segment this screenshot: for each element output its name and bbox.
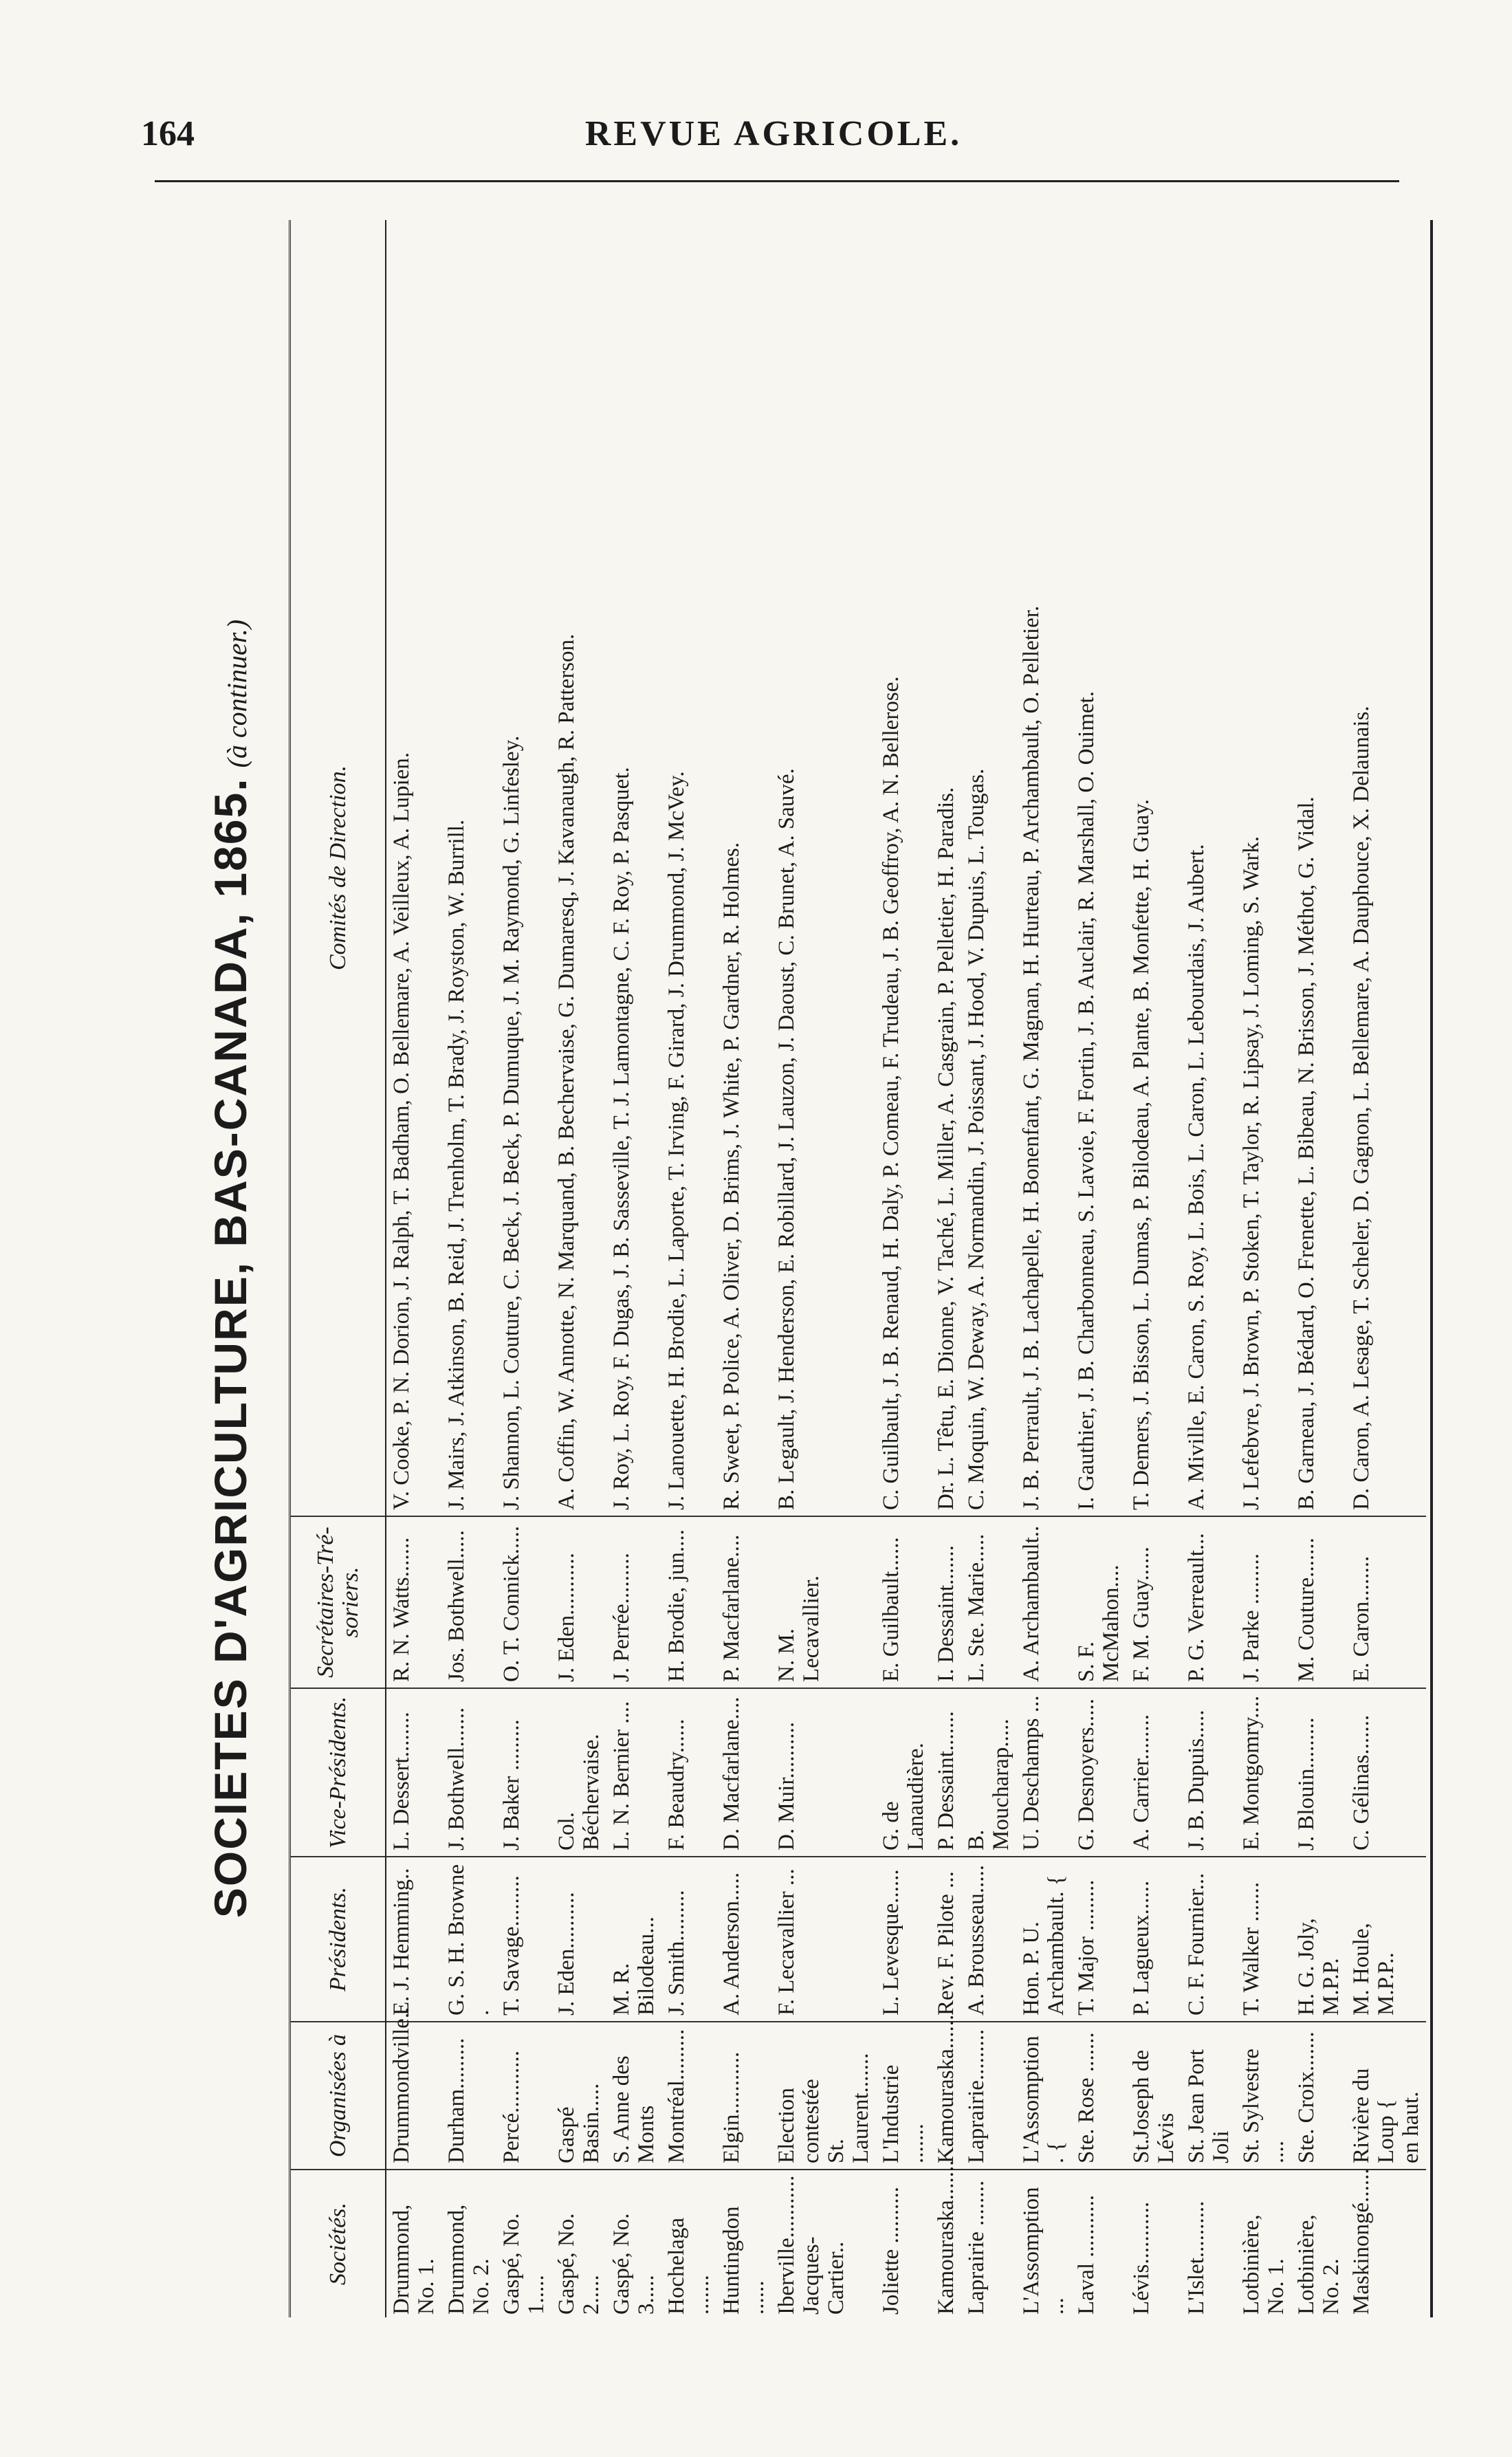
president-cell: Rev. F. Pilote ... (931, 1857, 961, 2022)
secretaire-cell: J. Perrée......... (606, 1516, 661, 1688)
vice-president-cell: Col. Béchervaise. (551, 1688, 606, 1857)
header-rule (155, 180, 1399, 182)
societe-cell: Lotbinière, No. 2. (1294, 2214, 1344, 2315)
secretaire-cell: S. F. McMahon.... (1071, 1516, 1126, 1688)
secretaire-cell: M. Couture....... (1291, 1516, 1346, 1688)
comites-cell: C. Moquin, W. Deway, A. Normandin, J. Poissant, J. Hood, V. Dupuis, L. Tougas. (961, 220, 1016, 1516)
vice-president-cell: E. Montgomry.... (1236, 1688, 1291, 1857)
secretaire-cell: N. M. Lecavallier. (771, 1516, 876, 1688)
comites-cell: Dr. L. Têtu, E. Dionne, V. Taché, L. Miller, A. Casgrain, P. Pelletier, H. Paradis. (931, 220, 961, 1516)
organisee-cell: Election contestée St. Laurent....... (771, 2022, 876, 2170)
running-head (141, 113, 1406, 162)
secretaire-cell: E. Caron........ (1346, 1516, 1426, 1688)
secretaire-cell: P. G. Verreault... (1181, 1516, 1236, 1688)
comites-cell: I. Gauthier, J. B. Charbonneau, S. Lavoie, F. Fortin, J. B. Auclair, R. Marshall, O. Ouimet. (1071, 220, 1126, 1516)
president-cell: T. Major ......... (1071, 1857, 1126, 2022)
vice-president-cell: B. Moucharap..... (961, 1688, 1016, 1857)
col-header-organisees: Organisées à (290, 2022, 386, 2170)
comites-cell: J. Shannon, L. Couture, C. Beck, J. Beck, P. Dumuque, J. M. Raymond, G. Linfesley. (496, 220, 551, 1516)
table-row (1071, 220, 1126, 2317)
organisee-cell: Elgin........... (716, 2022, 771, 2170)
vice-president-cell: L. N. Bernier .... (606, 1688, 661, 1857)
header-row (290, 220, 386, 2317)
table-row (551, 220, 606, 2317)
comites-cell: B. Legault, J. Henderson, E. Robillard, J. Lauzon, J. Daoust, C. Brunet, A. Sauvé. (771, 220, 876, 1516)
vice-president-cell: G. Desnoyers..... (1071, 1688, 1126, 1857)
secretaire-cell: Jos. Bothwell..... (441, 1516, 496, 1688)
societies-table (289, 220, 1426, 2317)
organisee-cell: St. Sylvestre .... (1236, 2022, 1291, 2170)
societe-cell: Kamouraska....... (934, 2160, 958, 2315)
organisee-cell: Laprairie......... (961, 2022, 1016, 2170)
table-row (931, 220, 961, 2317)
societe-cell: Huntingdon ...... (719, 2206, 769, 2315)
col-header-vice-presidents: Vice-Présidents. (290, 1688, 386, 1857)
organisee-cell: Kamouraska....... (931, 2022, 961, 2170)
bottom-rule (1430, 220, 1433, 2317)
vice-president-cell: D. Macfarlane.... (716, 1688, 771, 1857)
journal-title: REVUE AGRICOLE. (584, 114, 963, 153)
page-number: 164 (141, 114, 195, 153)
president-cell: T. Walker ....... (1236, 1857, 1291, 2022)
organisee-cell: Durham......... (441, 2022, 496, 2170)
organisee-cell: Montréal......... (661, 2022, 716, 2170)
societe-cell: L'Islet.......... (1184, 2201, 1209, 2315)
comites-cell: J. Roy, L. Roy, F. Dugas, J. B. Sasseville, T. J. Lamontagne, C. F. Roy, P. Pasquet. (606, 220, 661, 1516)
organisee-cell: Percé........... (496, 2022, 551, 2170)
table-row (1126, 220, 1181, 2317)
societe-cell: Lévis........... (1129, 2201, 1154, 2315)
secretaire-cell: R. N. Watts....... (386, 1516, 441, 1688)
secretaire-cell: P. Macfarlane.... (716, 1516, 771, 1688)
title-main: SOCIETES D'AGRICULTURE, BAS-CANADA, 1865. (205, 777, 256, 1919)
vice-president-cell: F. Beaudry...... (661, 1688, 716, 1857)
secretaire-cell: O. T. Connick..... (496, 1516, 551, 1688)
president-cell: J. Smith......... (661, 1857, 716, 2022)
secretaire-cell: L. Ste. Marie..... (961, 1516, 1016, 1688)
president-cell: M. Houle, M.P.P.. (1346, 1857, 1426, 2022)
vice-president-cell: J. B. Dupuis..... (1181, 1688, 1236, 1857)
vice-president-cell: P. Dessaint....... (931, 1688, 961, 1857)
col-header-comites: Comités de Direction. (290, 220, 386, 1516)
organisee-cell: Drummondville.. (386, 2022, 441, 2170)
table-row (386, 220, 441, 2317)
societe-cell: Gaspé, No. 3..... (609, 2213, 659, 2315)
comites-cell: J. B. Perrault, J. B. Lachapelle, H. Bonenfant, G. Magnan, H. Hurteau, P. Archambault, O. Pelletier. (1016, 220, 1071, 1516)
societe-cell: Joliette .......... (879, 2186, 903, 2315)
rotated-table-block (172, 220, 1423, 2317)
president-cell: A. Anderson..... (716, 1857, 771, 2022)
vice-president-cell: G. de Lanaudière. (876, 1688, 931, 1857)
president-cell: H. G. Joly, M.P.P. (1291, 1857, 1346, 2022)
president-cell: M. R. Bilodeau... (606, 1857, 661, 2022)
col-header-presidents: Présidents. (290, 1857, 386, 2022)
president-cell: T. Savage......... (496, 1857, 551, 2022)
vice-president-cell: L. Dessert........ (386, 1688, 441, 1857)
societe-cell: Maskinongé...... (1349, 2168, 1374, 2315)
societe-cell: Lotbinière, No. 1. (1239, 2214, 1289, 2315)
comites-cell: J. Lefebvre, J. Brown, P. Stoken, T. Taylor, R. Lipsay, J. Loming, S. Wark. (1236, 220, 1291, 1516)
comites-cell: T. Demers, J. Bisson, L. Dumas, P. Bilodeau, A. Plante, B. Monfette, H. Guay. (1126, 220, 1181, 1516)
organisee-cell: Gaspé Basin..... (551, 2022, 606, 2170)
secretaire-cell: F. M. Guay...... (1126, 1516, 1181, 1688)
president-cell: J. Eden.......... (551, 1857, 606, 2022)
table-row (1291, 220, 1346, 2317)
secretaire-cell: H. Brodie, jun.... (661, 1516, 716, 1688)
title-continued: (à continuer.) (221, 619, 252, 768)
organisee-cell: St.Joseph de Lévis (1126, 2022, 1181, 2170)
president-cell: Hon. P. U. Archambault. { (1016, 1857, 1071, 2022)
organisee-cell: L'Assomption . { (1016, 2022, 1071, 2170)
secretaire-cell: E. Guilbault...... (876, 1516, 931, 1688)
societe-cell: Iberville........... Jacques-Cartier.. (774, 2175, 848, 2315)
vice-president-cell: J. Bothwell....... (441, 1688, 496, 1857)
organisee-cell: St. Jean Port Joli (1181, 2022, 1236, 2170)
col-header-societes: Sociétés. (290, 2170, 386, 2317)
president-cell: L. Levesque...... (876, 1857, 931, 2022)
table-title (172, 220, 289, 2317)
table-row (606, 220, 661, 2317)
table-row (1016, 220, 1071, 2317)
comites-cell: D. Caron, A. Lesage, T. Scheler, D. Gagnon, L. Bellemare, A. Dauphouce, X. Delaunais. (1346, 220, 1426, 1516)
societe-cell: Laval ........... (1074, 2194, 1099, 2315)
vice-president-cell: A. Carrier........ (1126, 1688, 1181, 1857)
organisee-cell: Ste. Rose ....... (1071, 2022, 1126, 2170)
table-row (661, 220, 716, 2317)
comites-cell: A. Coffin, W. Annotte, N. Marquand, B. Bechervaise, G. Dumaresq, J. Kavanaugh, R. Patterson. (551, 220, 606, 1516)
secretaire-cell: J. Eden........... (551, 1516, 606, 1688)
comites-cell: B. Garneau, J. Bédard, O. Frenette, L. Bibeau, N. Brisson, J. Méthot, G. Vidal. (1291, 220, 1346, 1516)
organisee-cell: Ste. Croix....... (1291, 2022, 1346, 2170)
organisee-cell: Rivière du Loup { en haut. (1346, 2022, 1426, 2170)
vice-president-cell: C. Gélinas....... (1346, 1688, 1426, 1857)
comites-cell: C. Guilbault, J. B. Renaud, H. Daly, P. Comeau, F. Trudeau, J. B. Geoffroy, A. N. Bellerose. (876, 220, 931, 1516)
secretaire-cell: J. Parke ......... (1236, 1516, 1291, 1688)
comites-cell: R. Sweet, P. Police, A. Oliver, D. Brims, J. White, P. Gardner, R. Holmes. (716, 220, 771, 1516)
organisee-cell: S. Anne des Monts (606, 2022, 661, 2170)
table-row (1346, 220, 1426, 2317)
vice-president-cell: U. Deschamps ... (1016, 1688, 1071, 1857)
table-row (771, 220, 876, 2317)
organisee-cell: L'Industrie ....... (876, 2022, 931, 2170)
table-row (716, 220, 771, 2317)
president-cell: A. Brousseau..... (961, 1857, 1016, 2022)
president-cell: F. Lecavallier ... (771, 1857, 876, 2022)
table-row (441, 220, 496, 2317)
vice-president-cell: J. Blouin......... (1291, 1688, 1346, 1857)
societe-cell: Hochelaga ....... (664, 2217, 714, 2315)
societe-cell: Laprairie ........ (964, 2180, 989, 2315)
societe-cell: L'Assomption ... (1019, 2187, 1069, 2315)
vice-president-cell: J. Baker ......... (496, 1688, 551, 1857)
comites-cell: V. Cooke, P. N. Dorion, J. Ralph, T. Badham, O. Bellemare, A. Veilleux, A. Lupien. (386, 220, 441, 1516)
president-cell: E. J. Hemming.. (386, 1857, 441, 2022)
comites-cell: A. Miville, E. Caron, S. Roy, L. Bois, L. Caron, L. Lebourdais, J. Aubert. (1181, 220, 1236, 1516)
president-cell: P. Lagueux...... (1126, 1857, 1181, 2022)
table-row (876, 220, 931, 2317)
col-header-secretaires: Secrétaires-Tré- soriers. (290, 1516, 386, 1688)
comites-cell: J. Lanouette, H. Brodie, L. Laporte, T. Irving, F. Girard, J. Drummond, J. McVey. (661, 220, 716, 1516)
comites-cell: J. Mairs, J. Atkinson, B. Reid, J. Trenholm, T. Brady, J. Royston, W. Burrill. (441, 220, 496, 1516)
societe-cell: Gaspé, No. 1..... (499, 2213, 549, 2315)
table-row (961, 220, 1016, 2317)
president-cell: G. S. H. Browne . (441, 1857, 496, 2022)
societe-cell: Drummond, No. 1. (389, 2204, 439, 2315)
table-row (1181, 220, 1236, 2317)
president-cell: C. F. Fournier... (1181, 1857, 1236, 2022)
table-row (1236, 220, 1291, 2317)
societe-cell: Drummond, No. 2. (444, 2204, 494, 2315)
table-row (496, 220, 551, 2317)
secretaire-cell: I. Dessaint....... (931, 1516, 961, 1688)
vice-president-cell: D. Muir.......... (771, 1688, 876, 1857)
secretaire-cell: A. Archambault.. (1016, 1516, 1071, 1688)
societe-cell: Gaspé, No. 2..... (554, 2213, 604, 2315)
